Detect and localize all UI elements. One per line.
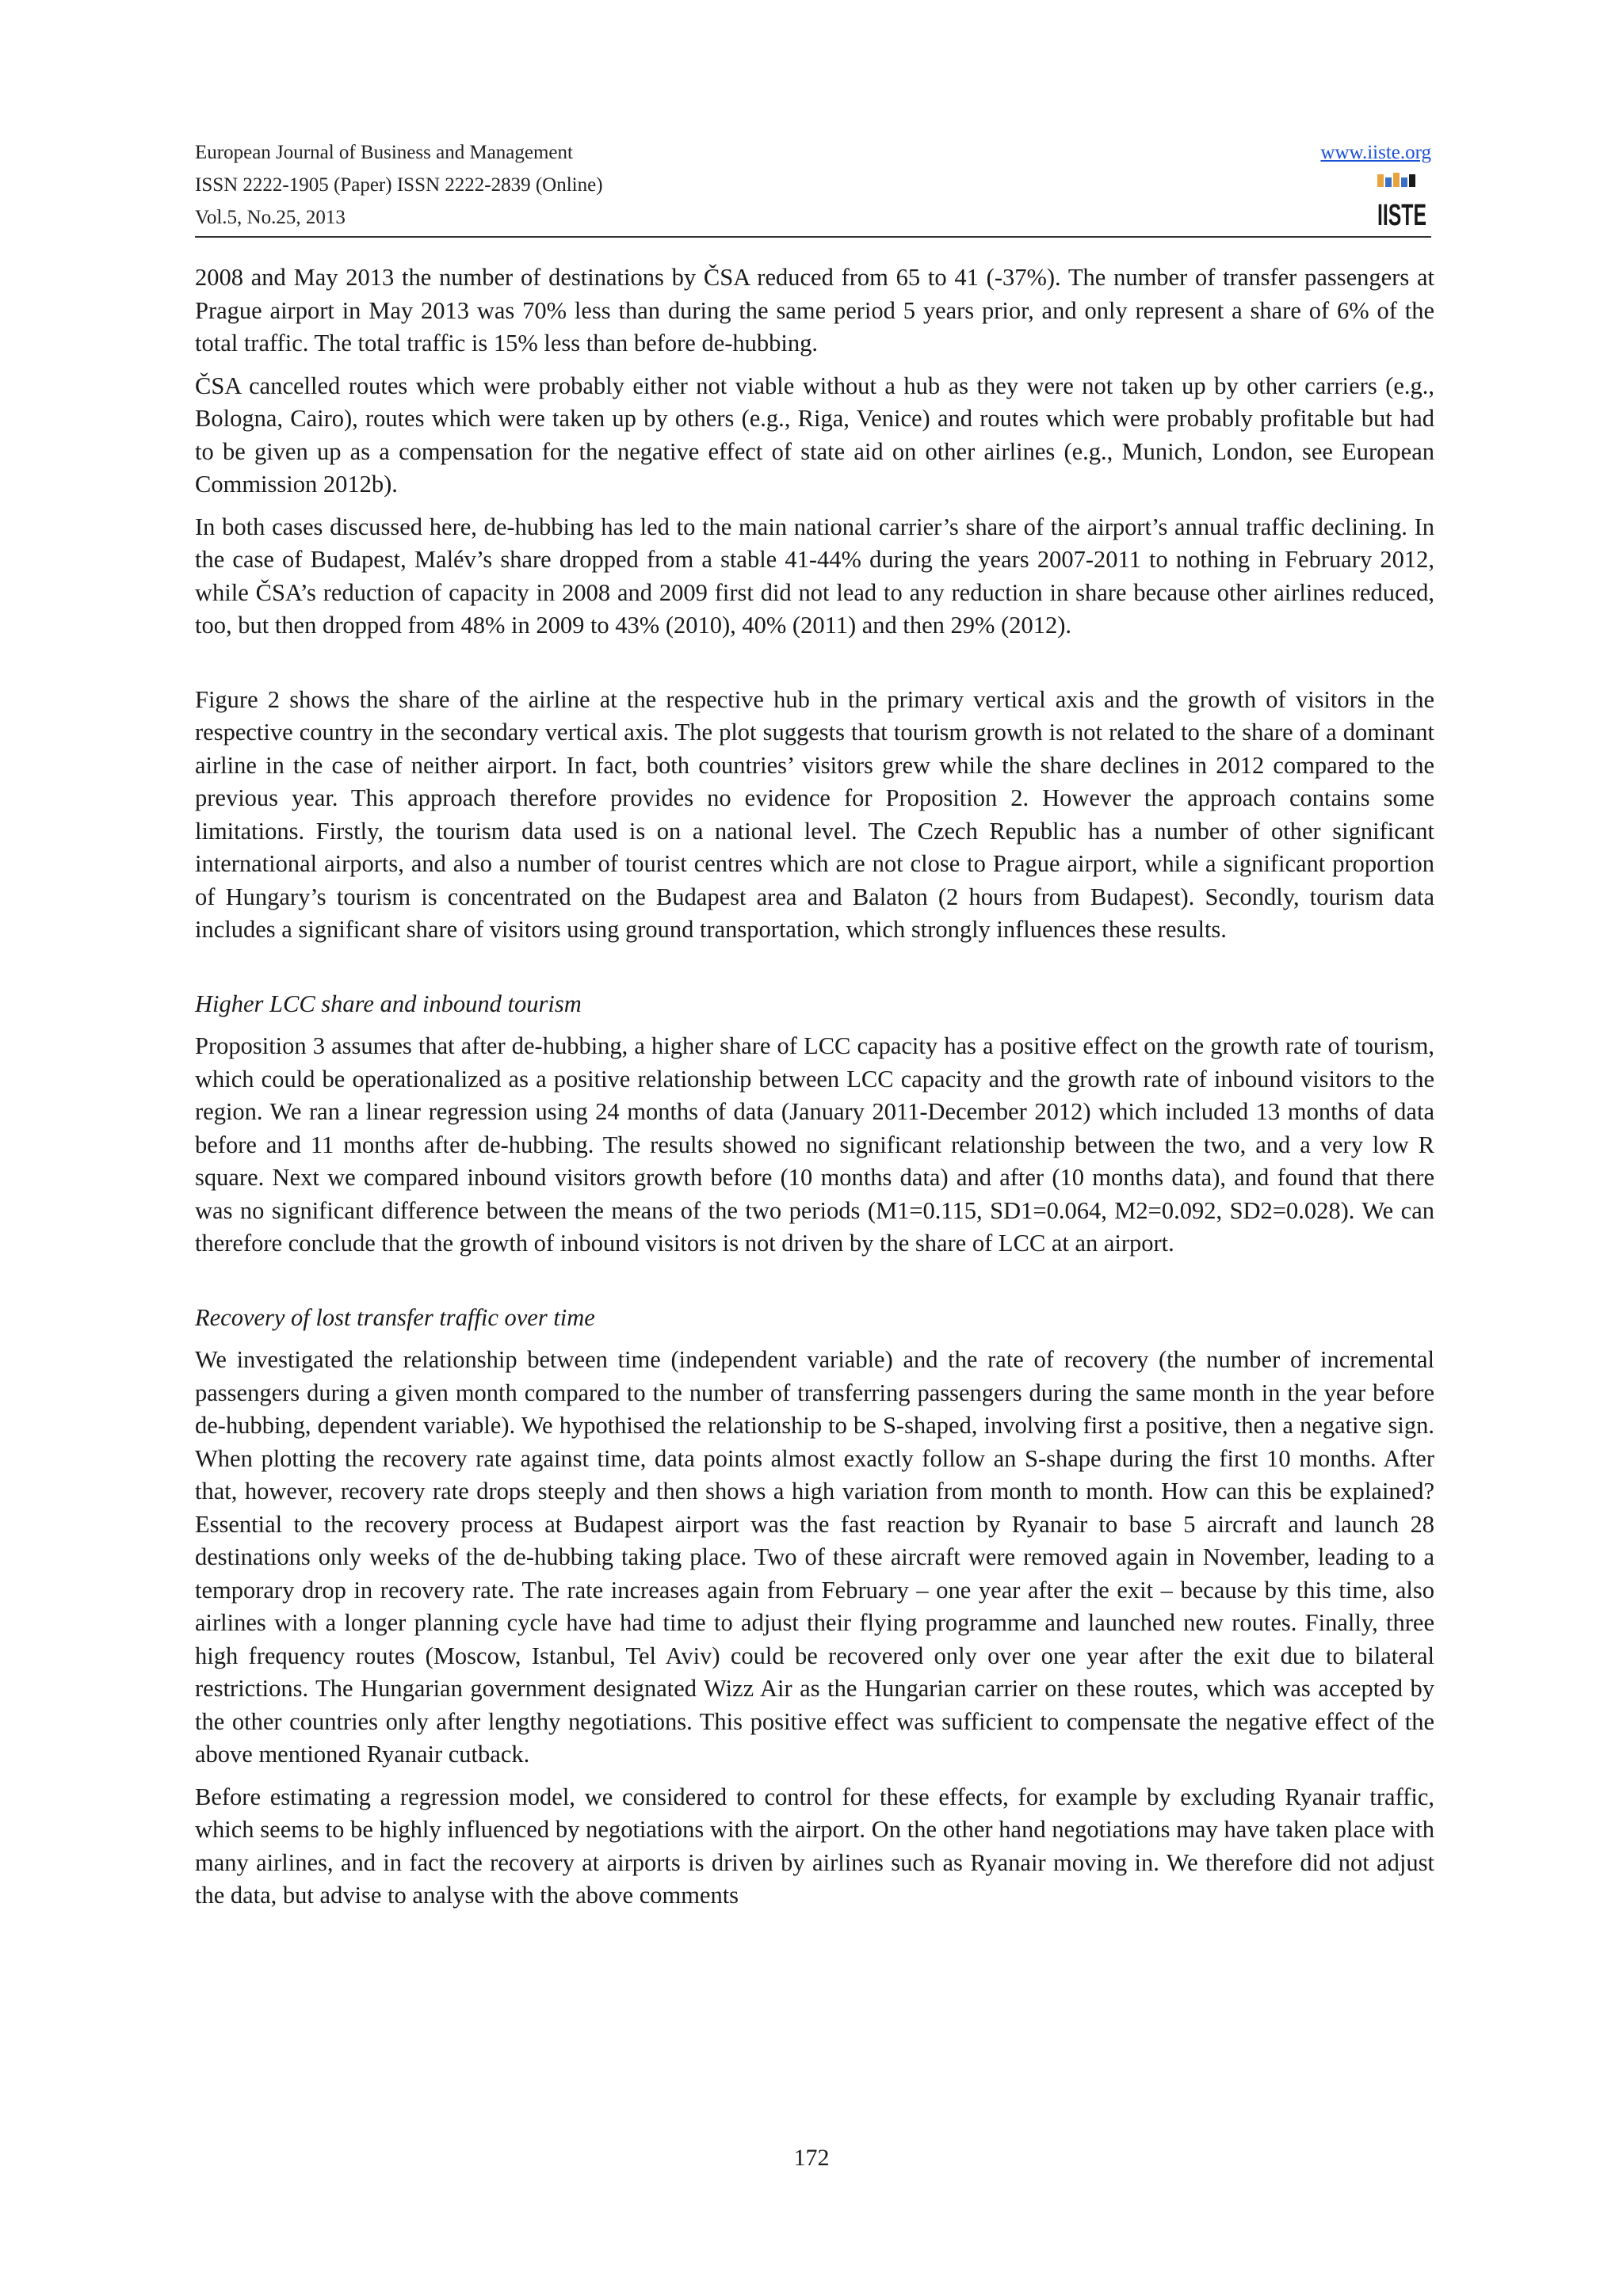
page-header bbox=[195, 133, 1431, 238]
journal-issn: ISSN 2222-1905 (Paper) ISSN 2222-2839 (Online) bbox=[195, 174, 603, 196]
paragraph: Figure 2 shows the share of the airline at the respective hub in the primary vertical axis and the growth of visitors in the respective country in the secondary vertical axis. The plot suggests that tourism growth is not related to the share of a dominant airline in the case of neither airport. In fact, both countries’ visitors grew while the share declines in 2012 compared to the previous year. This approach therefore provides no evidence for Proposition 2. However the approach contains some limitations. Firstly, the tourism data used is on a national level. The Czech Republic has a number of other significant international airports, and also a number of tourist centres which are not close to Prague airport, while a significant proportion of Hungary’s tourism is concentrated on the Budapest area and Balaton (2 hours from Budapest). Secondly, tourism data includes a significant share of visitors using ground transportation, which strongly influences these results. bbox=[195, 685, 1434, 943]
iiste-logo bbox=[1374, 171, 1430, 231]
paragraph: We investigated the relationship between time (independent variable) and the rate of recovery (the number of incremental passengers during a given month compared to the number of transferring passengers during the same month in the year before de-hubbing, dependent variable). We hypothised the relationship to be S-shaped, involving first a positive, then a negative sign. When plotting the recovery rate against time, data points almost exactly follow an S-shape during the first 10 months. After that, however, recovery rate drops steeply and then shows a high variation from month to month. How can this be explained? Essential to the recovery process at Budapest airport was the fast reaction by Ryanair to base 5 aircraft and launch 28 destinations only weeks of the de-hubbing taking place. Two of these aircraft were removed again in November, leading to a temporary drop in recovery rate. The rate increases again from February – one year after the exit – because by this time, also airlines with a longer planning cycle have had time to adjust their flying programme and launched new routes. Finally, three high frequency routes (Moscow, Istanbul, Tel Aviv) could be recovered only over one year after the exit due to bilateral restrictions. The Hungarian government designated Wizz Air as the Hungarian carrier on these routes, which was accepted by the other countries only after lengthy negotiations. This positive effect was sufficient to compensate the negative effect of the above mentioned Ryanair cutback. bbox=[195, 1346, 1434, 1768]
page-number: 172 bbox=[793, 2145, 830, 2171]
section-heading: Higher LCC share and inbound tourism bbox=[195, 990, 582, 1017]
paragraph: ČSA cancelled routes which were probably either not viable without a hub as they were not taken up by other carriers (e.g., Bologna, Cairo), routes which were taken up by others (e.g., Riga, Venice) and routes which were probably profitable but had to be given up as a compensation for the negative effect of state aid on other airlines (e.g., Munich, London, see European Commission 2012b). bbox=[195, 372, 1434, 498]
journal-name: European Journal of Business and Management bbox=[195, 142, 573, 163]
svg-text:IISTE: IISTE bbox=[1377, 199, 1426, 232]
spacer bbox=[195, 652, 1434, 684]
journal-volume: Vol.5, No.25, 2013 bbox=[195, 207, 346, 228]
paragraph: Proposition 3 assumes that after de-hubbing, a higher share of LCC capacity has a positive effect on the growth rate of tourism, which could be operationalized as a positive relationship between LCC capacity and the growth rate of inbound visitors to the region. We ran a linear regression using 24 months of data (January 2011-December 2012) which included 13 months of data before and 11 months after de-hubbing. The results showed no significant relationship between the two, and a very low R square. Next we compared inbound visitors growth before (10 months data) and after (10 months data), and found that there was no significant difference between the means of the two periods (M1=0.115, SD1=0.064, M2=0.092, SD2=0.028). We can therefore conclude that the growth of inbound visitors is not driven by the share of LCC at an airport. bbox=[195, 1032, 1434, 1257]
paragraph: Before estimating a regression model, we considered to control for these effects, for example by excluding Ryanair traffic, which seems to be highly influenced by negotiations with the airport. On the other hand negotiations may have taken place with many airlines, and in fact the recovery at airports is driven by airlines such as Ryanair moving in. We therefore did not adjust the data, but advise to analyse with the above comments bbox=[195, 1783, 1434, 1909]
paragraph: In both cases discussed here, de-hubbing has led to the main national carrier’s share of the airport’s annual traffic declining. In the case of Budapest, Malév’s share dropped from a stable 41-44% during the years 2007-2011 to nothing in February 2012, while ČSA’s reduction of capacity in 2008 and 2009 first did not lead to any reduction in share because other airlines reduced, too, but then dropped from 48% in 2009 to 43% (2010), 40% (2011) and then 29% (2012). bbox=[195, 513, 1434, 639]
spacer bbox=[195, 956, 1434, 988]
paragraph: 2008 and May 2013 the number of destinations by ČSA reduced from 65 to 41 (-37%). The number of transfer passengers at Prague airport in May 2013 was 70% less than during the same period 5 years prior, and only represent a share of 6% of the total traffic. The total traffic is 15% less than before de-hubbing. bbox=[195, 264, 1434, 357]
section-heading: Recovery of lost transfer traffic over time bbox=[195, 1303, 595, 1331]
spacer bbox=[195, 1270, 1434, 1302]
journal-info bbox=[195, 136, 603, 234]
article-body bbox=[195, 261, 1434, 1922]
journal-website-link[interactable]: www.iiste.org bbox=[1320, 142, 1431, 163]
